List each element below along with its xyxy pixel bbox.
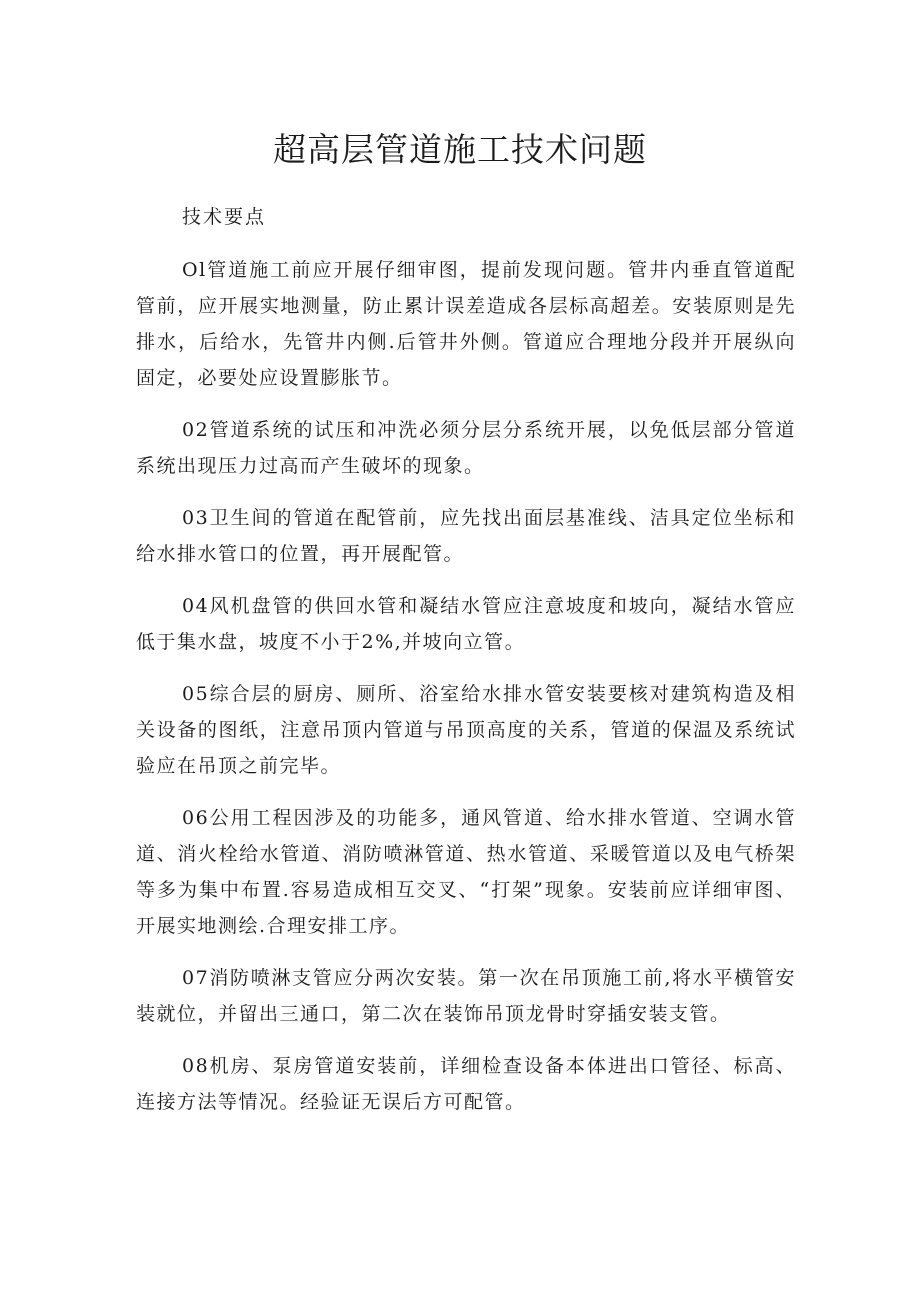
section-heading: 技术要点 [182, 206, 267, 228]
paragraph-05: 05综合层的厨房、厕所、浴室给水排水管安装要核对建筑构造及相关设备的图纸，注意吊顶内管道与吊顶高度的关系，管道的保温及系统试验应在吊顶之前完毕。 [136, 683, 796, 777]
paragraph-01: Ol管道施工前应开展仔细审图，提前发现问题。管井内垂直管道配管前，应开展实地测量，防止累计误差造成各层标高超差。安装原则是先排水，后给水，先管井内侧.后管井外侧。管道应合理地分段并开展纵向固定，必要处应设置膨胀节。 [136, 259, 796, 389]
paragraph-06: 06公用工程因涉及的功能多，通风管道、给水排水管道、空调水管道、消火栓给水管道、消防喷淋管道、热水管道、采暖管道以及电气桥架等多为集中布置.容易造成相互交叉、“打架”现象。安装前应详细审图、开展实地测绘.合理安排工序。 [136, 807, 796, 937]
document-title: 超高层管道施工技术问题 [273, 130, 647, 169]
paragraph-04: 04风机盘管的供回水管和凝结水管应注意坡度和坡向，凝结水管应低于集水盘，坡度不小于2%,并坡向立管。 [136, 595, 796, 653]
paragraph-02: 02管道系统的试压和冲洗必须分层分系统开展，以免低层部分管道系统出现压力过高而产生破坏的现象。 [136, 419, 796, 477]
document-body [136, 252, 796, 1136]
paragraph-07: 07消防喷淋支管应分两次安装。第一次在吊顶施工前,将水平横管安装就位，并留出三通口，第二次在装饰吊顶龙骨时穿插安装支管。 [136, 967, 796, 1025]
paragraph-08: 08机房、泵房管道安装前，详细检查设备本体进出口管径、标高、连接方法等情况。经验证无误后方可配管。 [136, 1055, 796, 1113]
paragraph-03: 03卫生间的管道在配管前，应先找出面层基准线、洁具定位坐标和给水排水管口的位置，再开展配管。 [136, 507, 796, 565]
